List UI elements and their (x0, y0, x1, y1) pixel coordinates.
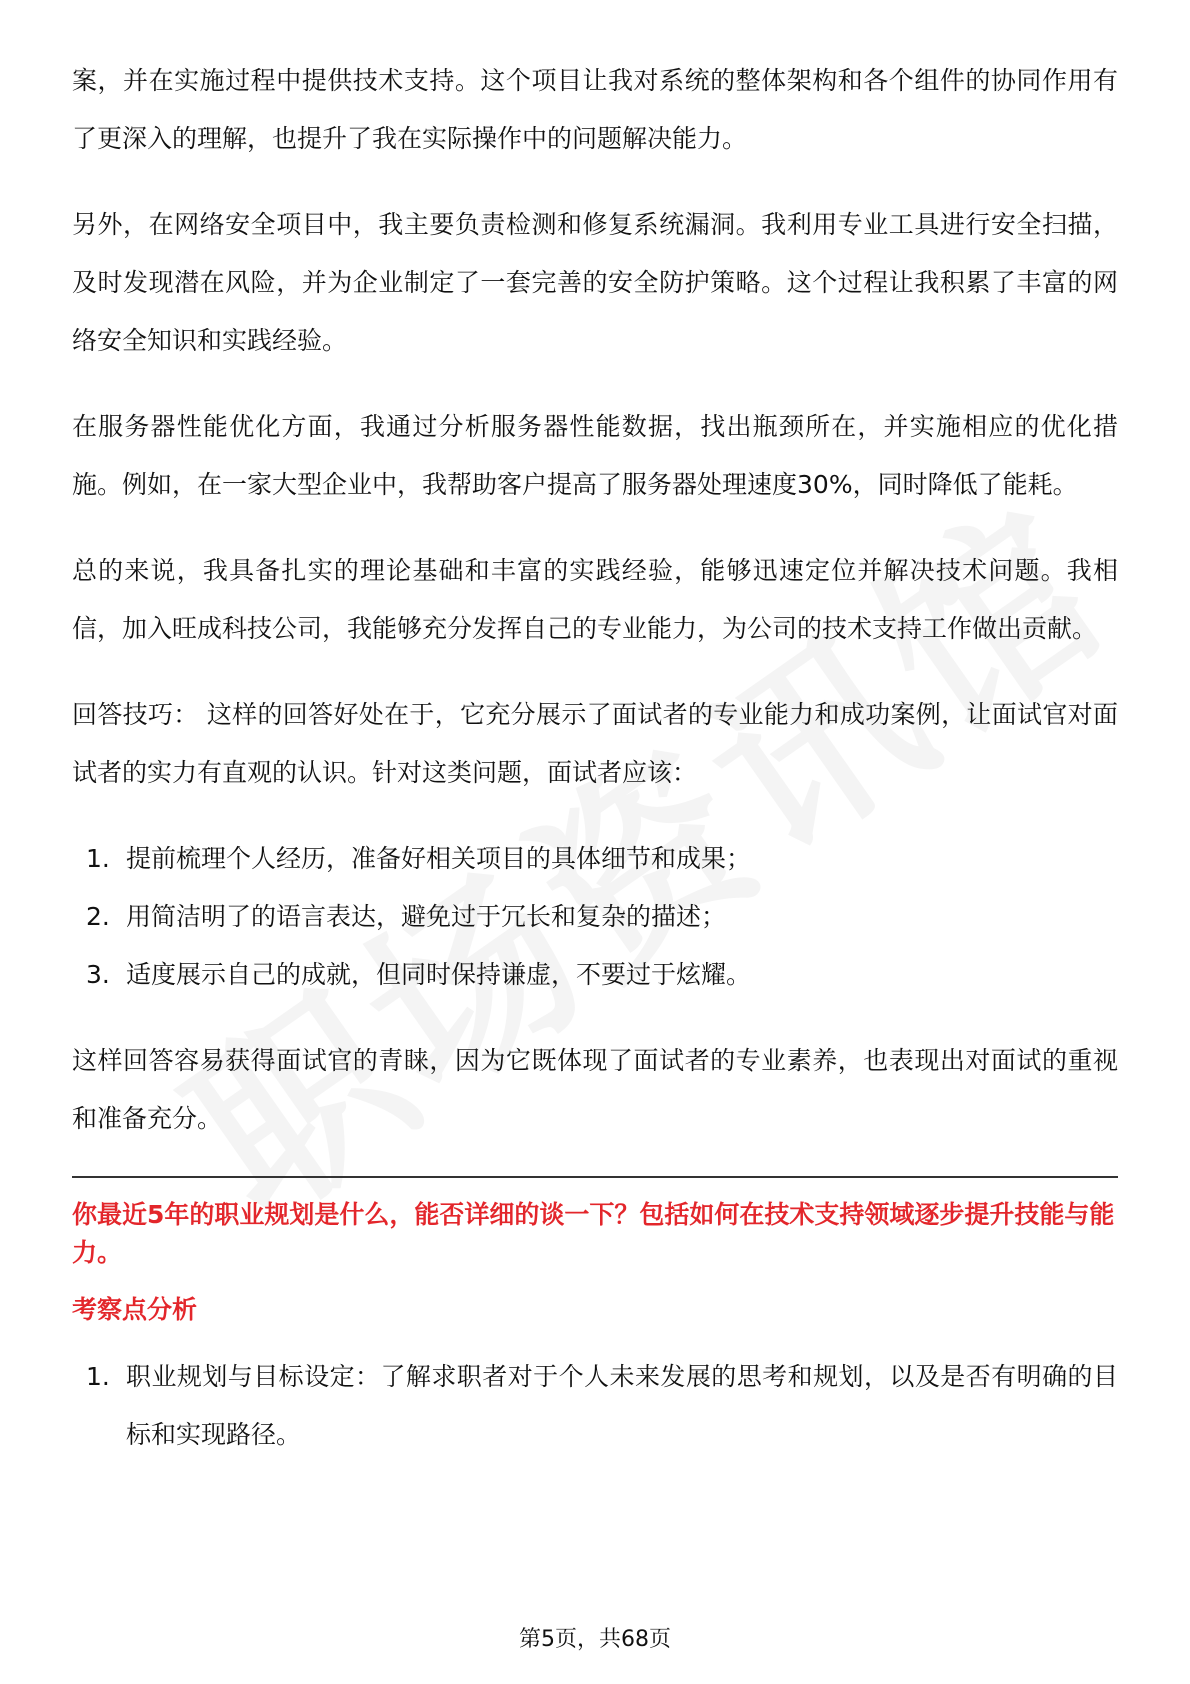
list-text: 用简洁明了的语言表达，避免过于冗长和复杂的描述； (126, 902, 727, 931)
analysis-list (72, 1348, 1118, 1464)
list-item (72, 946, 1118, 1004)
section-divider (72, 1176, 1118, 1178)
paragraph-server-optimization: 在服务器性能优化方面，我通过分析服务器性能数据，找出瓶颈所在，并实施相应的优化措施。例如，在一家大型企业中，我帮助客户提高了服务器处理速度30%，同时降低了能耗。 (72, 412, 1118, 499)
list-number: 1. (86, 1362, 110, 1391)
list-item (72, 1348, 1118, 1464)
paragraph-closing: 这样回答容易获得面试官的青睐，因为它既体现了面试者的专业素养，也表现出对面试的重视和准备充分。 (72, 1046, 1118, 1133)
paragraph-network-security: 另外，在网络安全项目中，我主要负责检测和修复系统漏洞。我利用专业工具进行安全扫描，及时发现潜在风险，并为企业制定了一套完善的安全防护策略。这个过程让我积累了丰富的网络安全知识和实践经验。 (72, 210, 1118, 355)
tips-list (72, 830, 1118, 1004)
analysis-heading: 考察点分析 (72, 1295, 198, 1324)
list-text: 提前梳理个人经历，准备好相关项目的具体细节和成果； (126, 844, 752, 873)
paragraph-answer-tips: 回答技巧： 这样的回答好处在于，它充分展示了面试者的专业能力和成功案例，让面试官对面试者的实力有直观的认识。针对这类问题，面试者应该： (72, 700, 1118, 787)
page-footer: 第5页，共68页 (519, 1627, 671, 1652)
list-number: 3. (86, 960, 110, 989)
page-content (72, 52, 1118, 1492)
list-item (72, 888, 1118, 946)
paragraph-summary: 总的来说，我具备扎实的理论基础和丰富的实践经验，能够迅速定位并解决技术问题。我相信，加入旺成科技公司，我能够充分发挥自己的专业能力，为公司的技术支持工作做出贡献。 (72, 556, 1118, 643)
interview-question: 你最近5年的职业规划是什么，能否详细的谈一下？包括如何在技术支持领域逐步提升技能与能力。 (72, 1200, 1115, 1267)
list-number: 1. (86, 844, 110, 873)
list-text: 适度展示自己的成就，但同时保持谦虚，不要过于炫耀。 (126, 960, 752, 989)
list-text: 职业规划与目标设定：了解求职者对于个人未来发展的思考和规划，以及是否有明确的目标和实现路径。 (126, 1362, 1118, 1449)
list-number: 2. (86, 902, 110, 931)
paragraph-project-continuation: 案，并在实施过程中提供技术支持。这个项目让我对系统的整体架构和各个组件的协同作用有了更深入的理解，也提升了我在实际操作中的问题解决能力。 (72, 66, 1118, 153)
list-item (72, 830, 1118, 888)
